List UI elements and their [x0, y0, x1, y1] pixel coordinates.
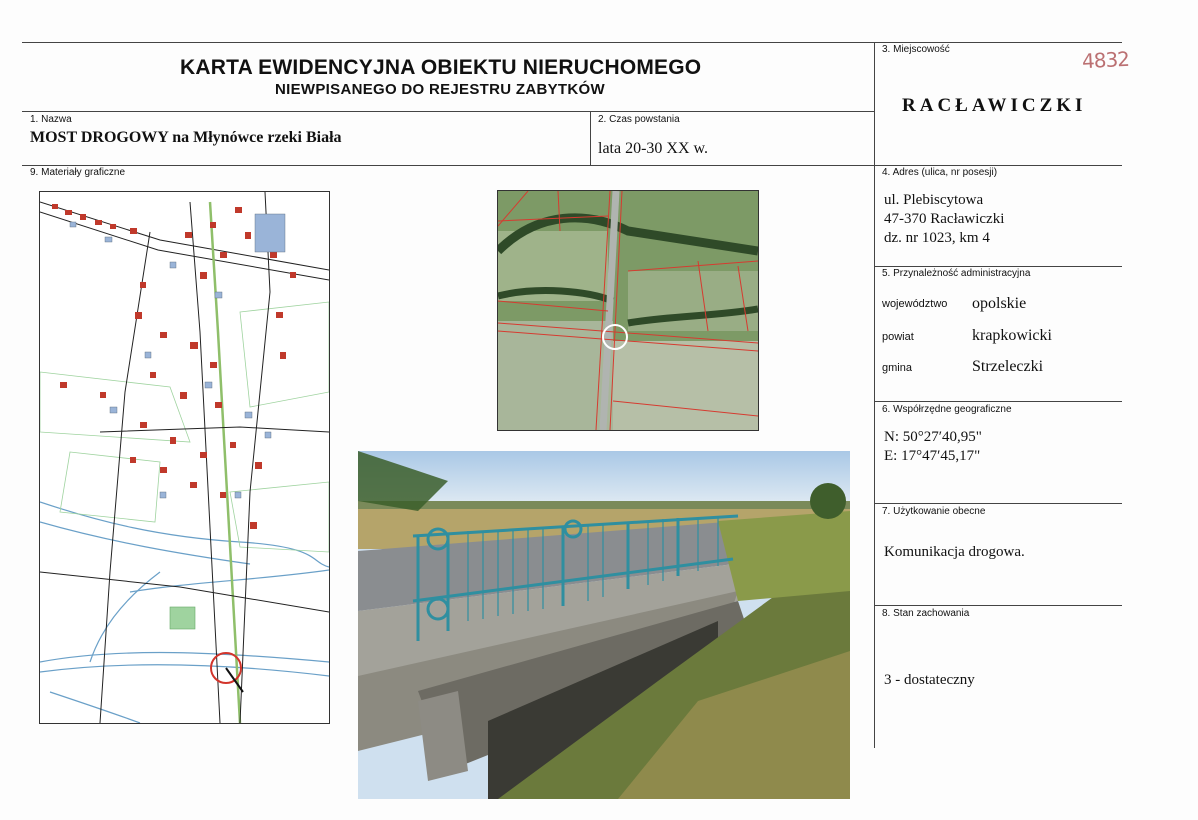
coords-label: 6. Współrzędne geograficzne	[882, 404, 1012, 415]
rule-date-divider	[590, 111, 591, 165]
cadastral-map-drawing	[40, 192, 329, 723]
rule-usage-bottom	[874, 605, 1122, 606]
voivodeship-value: opolskie	[972, 295, 1027, 312]
rule-top	[22, 42, 1122, 43]
county-key: powiat	[882, 331, 914, 343]
orthophoto-map	[497, 190, 759, 431]
voivodeship-key: województwo	[882, 298, 948, 310]
bridge-photo-drawing	[358, 451, 850, 799]
name-value: MOST DROGOWY na Młynówce rzeki Biała	[30, 129, 342, 146]
coords-e: E: 17°47′45,17"	[884, 448, 981, 464]
rule-coords-bottom	[874, 503, 1122, 504]
county-value: krapkowicki	[972, 327, 1052, 344]
handwritten-number: 4832	[1081, 46, 1130, 74]
orthophoto-drawing	[498, 191, 758, 430]
card-title: KARTA EWIDENCYJNA OBIEKTU NIERUCHOMEGO	[180, 56, 702, 79]
usage-value: Komunikacja drogowa.	[884, 544, 1025, 560]
rule-name-bottom	[22, 165, 1122, 166]
address-line-1: ul. Plebiscytowa	[884, 192, 984, 208]
locality-value: RACŁAWICZKI	[902, 95, 1087, 116]
card-subtitle: NIEWPISANEGO DO REJESTRU ZABYTKÓW	[275, 81, 605, 98]
condition-label: 8. Stan zachowania	[882, 608, 970, 619]
commune-key: gmina	[882, 362, 912, 374]
bridge-photo	[358, 451, 850, 799]
graphics-label: 9. Materiały graficzne	[30, 167, 126, 178]
locality-label: 3. Miejscowość	[882, 44, 950, 55]
date-label: 2. Czas powstania	[598, 114, 680, 125]
address-line-2: 47-370 Racławiczki	[884, 211, 1005, 227]
rule-address-bottom	[874, 266, 1122, 267]
coords-n: N: 50°27′40,95"	[884, 429, 982, 445]
name-label: 1. Nazwa	[30, 114, 72, 125]
date-value: lata 20-30 XX w.	[598, 140, 709, 157]
commune-value: Strzeleczki	[972, 358, 1044, 375]
condition-value: 3 - dostateczny	[884, 672, 975, 688]
rule-admin-bottom	[874, 401, 1122, 402]
address-line-3: dz. nr 1023, km 4	[884, 230, 990, 246]
admin-label: 5. Przynależność administracyjna	[882, 268, 1031, 279]
address-label: 4. Adres (ulica, nr posesji)	[882, 167, 998, 178]
rule-main-divider	[874, 42, 875, 748]
rule-title-bottom	[22, 111, 874, 112]
cadastral-map	[39, 191, 330, 724]
usage-label: 7. Użytkowanie obecne	[882, 506, 986, 517]
